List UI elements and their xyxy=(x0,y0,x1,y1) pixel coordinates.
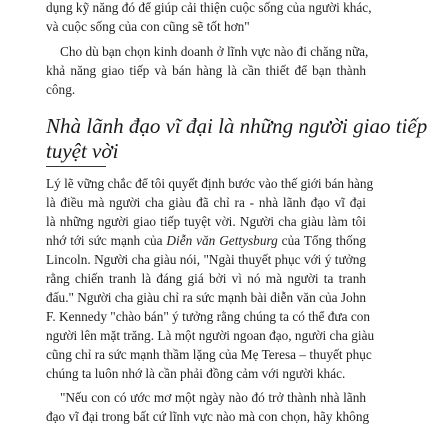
paragraph-3-line-4-post: của Tổng thống xyxy=(277,233,366,248)
heading-divider xyxy=(46,166,106,167)
paragraph-3-line-4 xyxy=(46,231,366,250)
paragraph-3-line-7: đấu." Người cha giàu chỉ ra sức mạnh bài diễn văn của John xyxy=(46,290,366,305)
paragraph-3-line-6: rằng chiến tranh là đáng giá bởi vì nó mà người ta tranh xyxy=(46,271,366,286)
section-heading-line-1: Nhà lãnh đạo vĩ đại là những người giao tiếp xyxy=(46,114,427,138)
paragraph-2-line-1: Cho dù bạn chọn kinh doanh ở lĩnh vực nào đi chăng nữa, xyxy=(60,44,369,59)
paragraph-3-line-1: Lý lẽ vững chắc để tôi quyết định bước vào thế giới bán hàng xyxy=(46,176,374,191)
paragraph-2-line-2: khả năng giao tiếp và bán hàng là cần thiết để bạn thành xyxy=(46,63,366,78)
paragraph-4-line-2: đạo vĩ đại trong bất cứ lĩnh vực nào mà con chọn, hãy không xyxy=(46,409,370,424)
paragraph-4-line-1: "Nếu con có ước mơ một ngày nào đó trở thành nhà lãnh xyxy=(60,390,366,405)
paragraph-3-line-2: là điều mà người cha giàu đã chỉ ra - nhà lãnh đạo vĩ đại xyxy=(46,195,366,210)
paragraph-1-line-1: dụng kỹ năng đó để giúp cải thiện cuộc sống của người khác, xyxy=(46,0,372,15)
paragraph-3-line-4-pre: nhớ tới sức mạnh của xyxy=(46,233,167,248)
paragraph-3-line-5: Lincoln. Người cha giàu nói, "Ngài thuyết phục với ý tưởng xyxy=(46,252,366,267)
paragraph-2-line-3: công. xyxy=(46,82,76,97)
paragraph-3-line-3: là những người giao tiếp tuyệt vời. Người cha giàu làm tôi xyxy=(46,214,366,229)
gettysburg-address-title: Diễn văn Gettysburg xyxy=(166,233,278,248)
paragraph-3-line-11: chúng ta luôn nhớ là cần phải đồng cảm với người khác. xyxy=(46,366,346,381)
paragraph-3-line-9: người lên mặt trăng. Là một người ngoan đạo, người cha giàu xyxy=(46,328,375,343)
paragraph-3-line-8: F. Kennedy "chào bán" ý tưởng rằng chúng ta có thể đưa con xyxy=(46,309,371,324)
section-heading-line-2: tuyệt vời xyxy=(46,139,119,163)
paragraph-3-line-10: cũng chỉ ra sức mạnh thầm lặng của Mẹ Teresa – thuyết phục xyxy=(46,347,372,362)
paragraph-1-line-2: và cuộc sống của con cũng sẽ tốt hơn" xyxy=(46,19,250,34)
